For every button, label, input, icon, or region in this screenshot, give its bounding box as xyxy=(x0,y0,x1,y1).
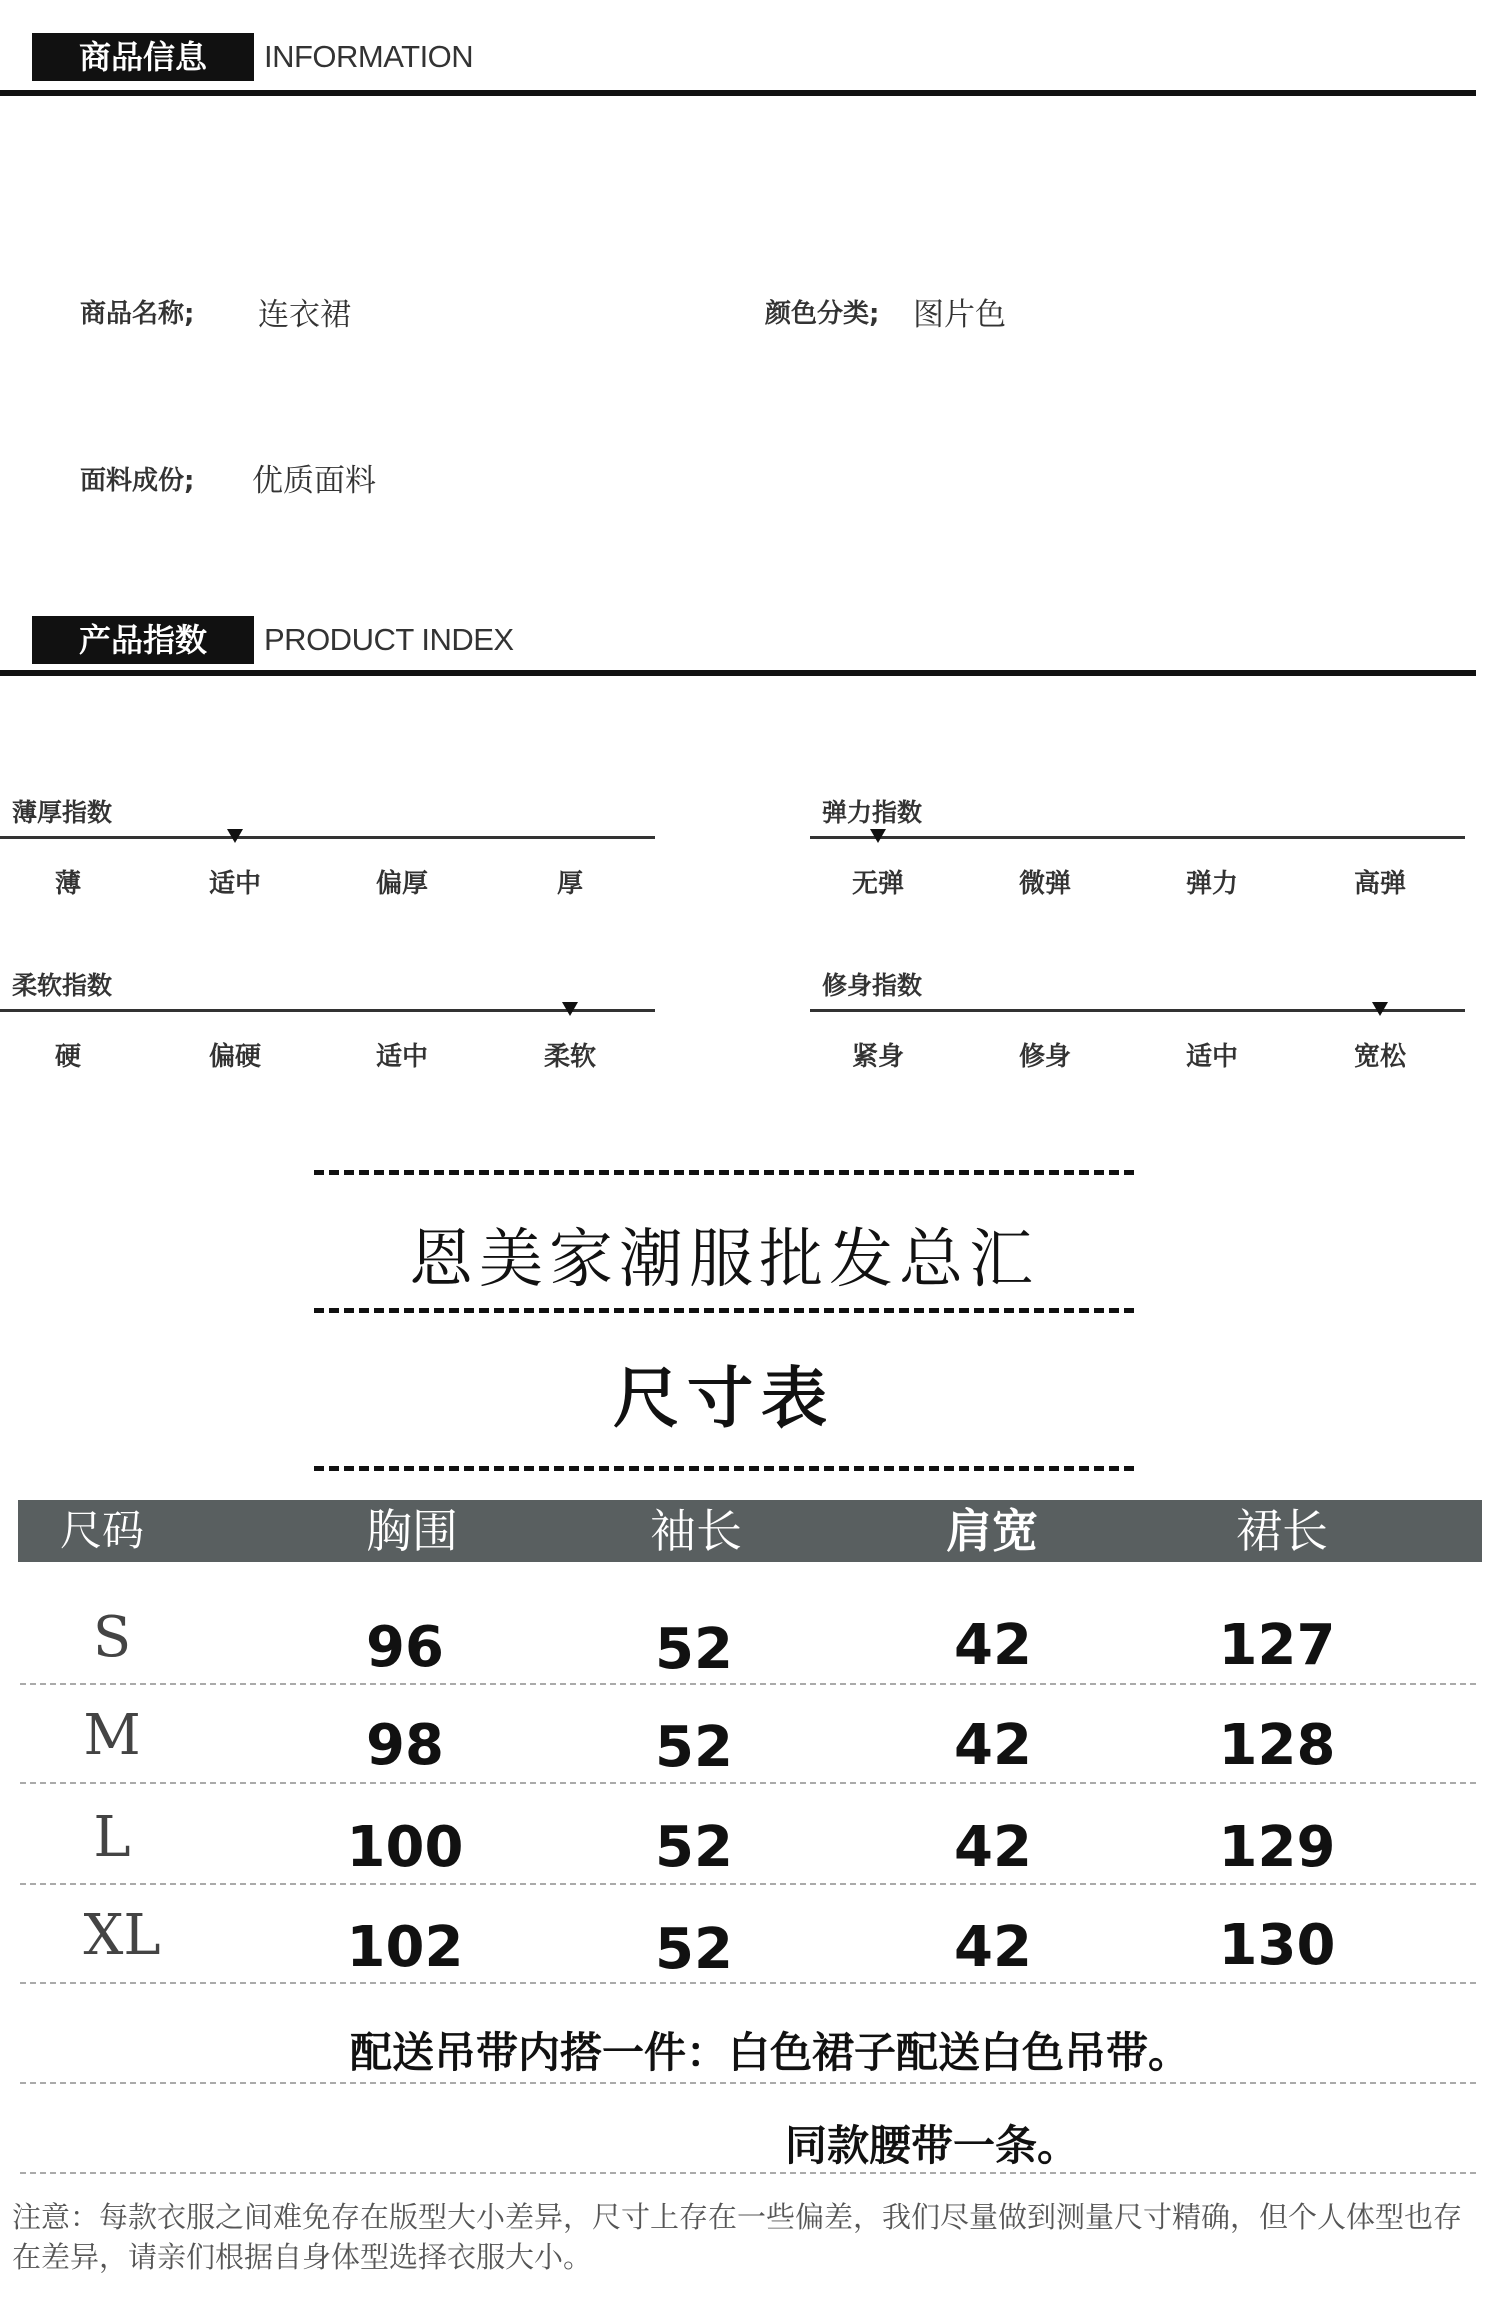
product-index-tag: 产品指数 xyxy=(32,616,254,664)
color-label: 颜色分类; xyxy=(765,299,880,329)
size-chart-title: 尺寸表 xyxy=(613,1359,835,1437)
scale-marker-icon xyxy=(1372,1002,1388,1016)
size-label: M xyxy=(83,1703,141,1768)
shoulder-value: 42 xyxy=(954,1713,1032,1778)
shoulder-value: 42 xyxy=(954,1915,1032,1980)
scale-title: 柔软指数 xyxy=(12,971,113,1000)
fabric-label: 面料成份; xyxy=(80,466,195,496)
shoulder-value: 42 xyxy=(954,1613,1032,1678)
scale-line xyxy=(810,1009,1465,1012)
scale-option: 微弹 xyxy=(1018,869,1071,899)
scale-option: 偏厚 xyxy=(375,869,428,899)
row-divider xyxy=(20,1782,1476,1784)
scale-option: 适中 xyxy=(208,869,261,899)
scale-option: 适中 xyxy=(1185,1042,1238,1072)
gift-note-camisole: 配送吊带内搭一件：白色裙子配送白色吊带。 xyxy=(350,2028,1191,2077)
scale-title: 弹力指数 xyxy=(822,798,923,827)
softness-index-scale xyxy=(0,966,655,1166)
scale-option: 弹力 xyxy=(1185,869,1238,899)
chest-value: 100 xyxy=(346,1815,464,1880)
chest-value: 96 xyxy=(366,1615,444,1680)
size-table-header xyxy=(18,1500,1482,1562)
information-rule xyxy=(0,90,1476,96)
header-chest: 胸围 xyxy=(366,1504,458,1558)
header-length: 裙长 xyxy=(1236,1504,1328,1558)
sizing-disclaimer: 注意：每款衣服之间难免存在版型大小差异，尺寸上存在一些偏差，我们尽量做到测量尺寸精确，但个人体型也存在差异，请亲们根据自身体型选择衣服大小。 xyxy=(12,2200,1463,2274)
sleeve-value: 52 xyxy=(655,1917,733,1982)
store-name: 恩美家潮服批发总汇 xyxy=(409,1223,1039,1297)
scale-line xyxy=(810,836,1465,839)
sleeve-value: 52 xyxy=(655,1715,733,1780)
scale-line xyxy=(0,836,655,839)
thickness-index-scale xyxy=(0,793,655,993)
scale-option: 宽松 xyxy=(1353,1042,1406,1072)
fabric-value: 优质面料 xyxy=(252,463,376,499)
scale-option: 厚 xyxy=(556,869,583,899)
row-divider xyxy=(20,2172,1476,2174)
scale-option: 修身 xyxy=(1018,1042,1071,1072)
sleeve-value: 52 xyxy=(655,1617,733,1682)
row-divider xyxy=(20,2082,1476,2084)
scale-line xyxy=(0,1009,655,1012)
information-english-label: INFORMATION xyxy=(264,39,474,74)
scale-option: 适中 xyxy=(375,1042,428,1072)
chest-value: 98 xyxy=(366,1713,444,1778)
header-shoulder: 肩宽 xyxy=(946,1504,1038,1558)
size-label: S xyxy=(92,1605,132,1670)
row-divider xyxy=(20,1883,1476,1885)
product-name-label: 商品名称; xyxy=(80,299,195,329)
information-tag: 商品信息 xyxy=(32,33,254,81)
scale-title: 薄厚指数 xyxy=(12,798,113,827)
gift-note-belt: 同款腰带一条。 xyxy=(785,2121,1080,2170)
length-value: 130 xyxy=(1218,1913,1336,1978)
scale-option: 柔软 xyxy=(543,1042,596,1072)
elasticity-index-scale xyxy=(810,793,1465,993)
length-value: 129 xyxy=(1218,1815,1336,1880)
product-name-value: 连衣裙 xyxy=(258,297,351,333)
length-value: 128 xyxy=(1218,1713,1336,1778)
scale-title: 修身指数 xyxy=(822,971,923,1000)
scale-option: 高弹 xyxy=(1353,869,1406,899)
header-sleeve: 袖长 xyxy=(650,1504,742,1558)
color-value: 图片色 xyxy=(913,297,1006,333)
scale-option: 无弹 xyxy=(851,869,904,899)
length-value: 127 xyxy=(1218,1613,1336,1678)
chest-value: 102 xyxy=(346,1915,464,1980)
scale-option: 硬 xyxy=(54,1042,81,1072)
dashed-divider xyxy=(314,1466,1134,1471)
fit-index-scale xyxy=(810,966,1465,1166)
dashed-divider xyxy=(314,1170,1134,1175)
dashed-divider xyxy=(314,1308,1134,1313)
scale-option: 紧身 xyxy=(851,1042,904,1072)
scale-marker-icon xyxy=(562,1002,578,1016)
scale-option: 偏硬 xyxy=(208,1042,261,1072)
header-size: 尺码 xyxy=(60,1506,145,1555)
size-label: L xyxy=(93,1805,131,1870)
product-index-rule xyxy=(0,670,1476,676)
scale-marker-icon xyxy=(870,829,886,843)
shoulder-value: 42 xyxy=(954,1815,1032,1880)
size-label: XL xyxy=(83,1903,161,1968)
row-divider xyxy=(20,1982,1476,1984)
row-divider xyxy=(20,1683,1476,1685)
scale-marker-icon xyxy=(227,829,243,843)
product-index-english-label: PRODUCT INDEX xyxy=(264,622,514,657)
scale-option: 薄 xyxy=(54,869,81,899)
sleeve-value: 52 xyxy=(655,1815,733,1880)
